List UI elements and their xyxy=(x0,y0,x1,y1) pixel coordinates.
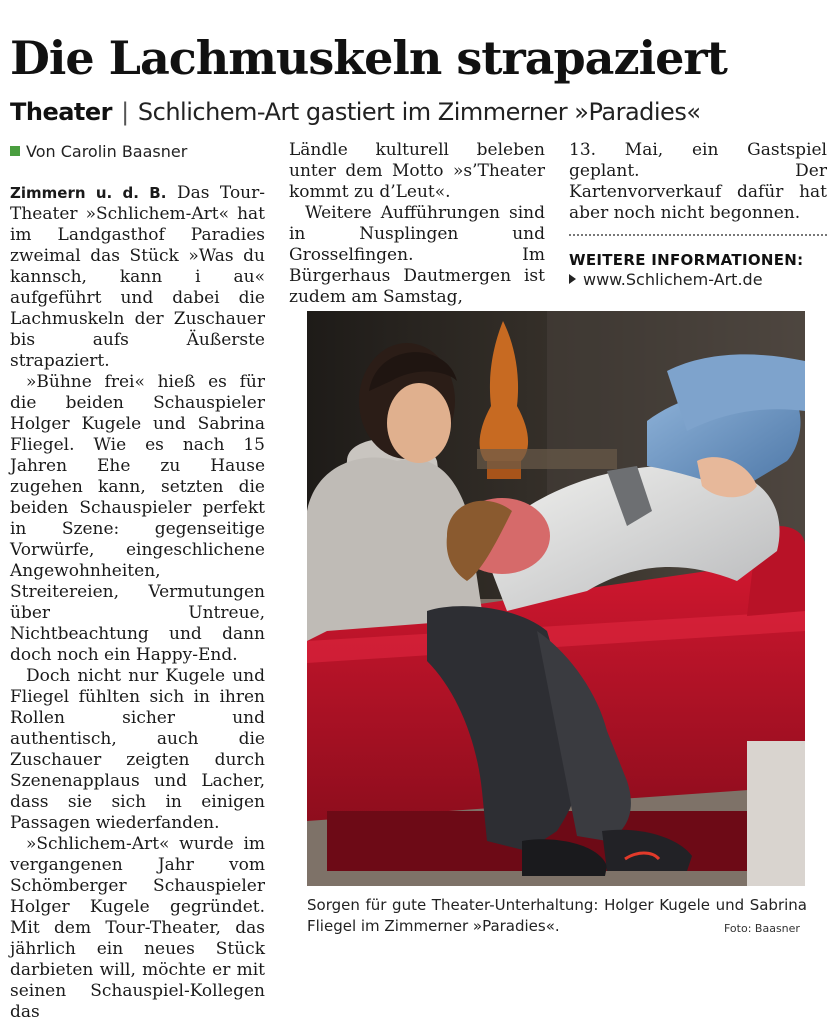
paragraph-7: 13. Mai, ein Gastspiel geplant. Der Kartenvorverkauf dafür hat aber noch nicht begonnen. xyxy=(569,140,827,223)
info-box-link-text[interactable]: www.Schlichem-Art.de xyxy=(583,270,763,289)
paragraph-4: »Schlichem-Art« wurde im vergangenen Jahr vom Schömberger Schauspieler Holger Kugele gegründet. Mit dem Tour-Theater, das jährlich ein neues Stück darbieten will, möchte er mit seinen Schauspiel-Kollegen das xyxy=(10,834,265,1022)
info-box xyxy=(569,234,827,290)
photo-credit: Foto: Baasner xyxy=(724,922,800,935)
paragraph-1-text: Das Tour-Theater »Schlichem-Art« hat im Landgasthof Paradies zweimal das Stück »Was du kannsch, kann i au« aufgeführt und dabei die Lachmuskeln der Zuschauer bis aufs Äußerste strapaziert. xyxy=(10,183,266,371)
paragraph-1 xyxy=(10,183,265,372)
article-column-3 xyxy=(569,140,827,224)
subheadline xyxy=(10,96,830,128)
photo-caption: Sorgen für gute Theater-Unterhaltung: Holger Kugele und Sabrina Fliegel im Zimmerner »Paradies«. xyxy=(307,896,807,935)
paragraph-3: Doch nicht nur Kugele und Fliegel fühlten sich in ihren Rollen sicher und authentisch, auch die Zuschauer zeigten durch Szenenapplaus und Lacher, dass sie sich in einigen Passagen wiederfanden. xyxy=(10,666,265,833)
article-photo xyxy=(307,311,805,886)
arrow-right-icon xyxy=(569,274,576,284)
placeline: Zimmern u. d. B. xyxy=(10,184,167,202)
photo-illustration xyxy=(307,311,805,886)
paragraph-5: Ländle kulturell beleben unter dem Motto »s’Theater kommt zu d’Leut«. xyxy=(289,140,545,202)
subheadline-text: Schlichem-Art gastiert im Zimmerner »Paradies« xyxy=(137,98,701,126)
green-square-icon xyxy=(10,146,20,156)
headline: Die Lachmuskeln strapaziert xyxy=(10,31,727,85)
info-box-title: WEITERE INFORMATIONEN: xyxy=(569,251,804,269)
article-column-2 xyxy=(289,140,545,308)
byline xyxy=(10,142,187,162)
article-column-1 xyxy=(10,183,265,1023)
paragraph-2: »Bühne frei« hieß es für die beiden Schauspieler Holger Kugele und Sabrina Fliegel. Wie es nach 15 Jahren Ehe zu Hause zugehen kann, setzten die beiden Schauspieler perfekt in Szene: gegenseitige Vorwürfe, eingeschlichene Angewohnheiten, Streitereien, Vermutungen über Untreue, Nichtbeachtung und dann doch noch ein Happy-End. xyxy=(10,372,265,665)
info-box-link[interactable] xyxy=(569,270,827,290)
kicker: Theater xyxy=(10,98,113,126)
kicker-separator: | xyxy=(121,98,129,126)
paragraph-6: Weitere Aufführungen sind in Nusplingen und Grosselfingen. Im Bürgerhaus Dautmergen ist zudem am Samstag, xyxy=(289,203,545,307)
byline-text: Von Carolin Baasner xyxy=(26,142,188,161)
